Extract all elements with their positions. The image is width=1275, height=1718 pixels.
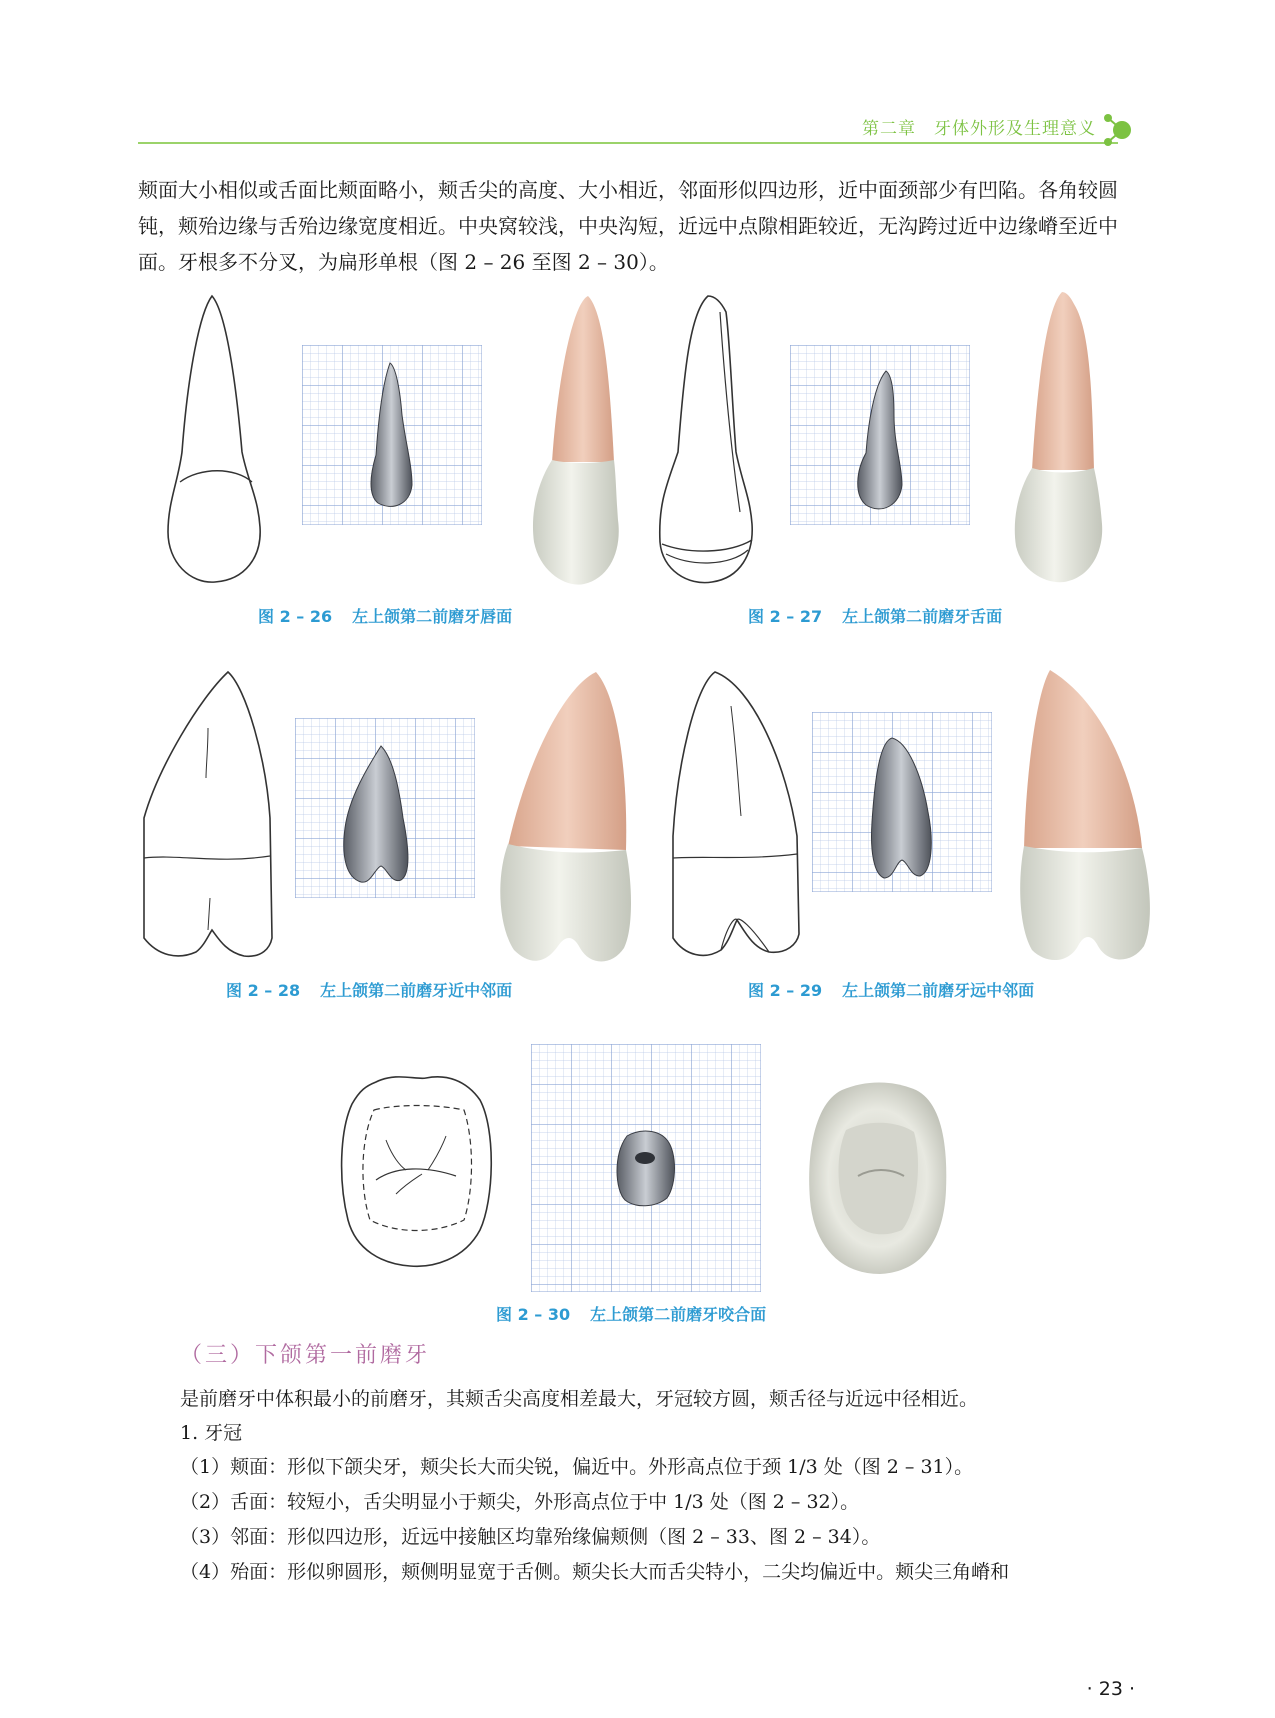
caption-title: 左上颌第二前磨牙近中邻面 — [320, 981, 513, 1000]
body-line: （1）颊面：形似下颌尖牙，颊尖长大而尖锐，偏近中。外形高点位于颈 1/3 处（图 2 – 31）。 — [180, 1456, 974, 1478]
page-number: · 23 · — [1086, 1678, 1135, 1700]
header-rule — [138, 142, 1118, 144]
fig-2-26-outline-drawing — [160, 292, 270, 592]
caption-number: 图 2 – 26 — [258, 607, 333, 626]
caption-number: 图 2 – 27 — [748, 607, 823, 626]
body-line: （2）舌面：较短小，舌尖明显小于颊尖，外形高点位于中 1/3 处（图 2 – 32）。 — [180, 1491, 860, 1513]
fig-2-30-color-render — [806, 1080, 950, 1276]
fig-2-30-outline-drawing — [336, 1070, 496, 1270]
fig-2-29-color-render — [1010, 664, 1160, 970]
molecule-dots-icon — [1098, 112, 1138, 156]
caption-number: 图 2 – 29 — [748, 981, 823, 1000]
fig-2-28-color-render — [488, 666, 638, 972]
caption-number: 图 2 – 28 — [226, 981, 301, 1000]
fig-2-29-grid-photo — [812, 712, 992, 892]
fig-2-30-grid-photo — [531, 1044, 761, 1292]
fig-2-29-outline-drawing — [665, 666, 805, 966]
fig-2-27-outline-drawing — [648, 292, 768, 592]
caption-fig-2-27 — [748, 604, 1002, 627]
body-line: （4）殆面：形似卵圆形，颊侧明显宽于舌侧。颊尖长大而舌尖特小，二尖均偏近中。颊尖三角嵴和 — [180, 1561, 1010, 1583]
caption-title: 左上颌第二前磨牙舌面 — [842, 607, 1003, 626]
caption-title: 左上颌第二前磨牙咬合面 — [590, 1305, 767, 1324]
caption-title: 左上颌第二前磨牙唇面 — [352, 607, 513, 626]
body-line: （3）邻面：形似四边形，近远中接触区均靠殆缘偏颊侧（图 2 – 33、图 2 – 34）。 — [180, 1526, 881, 1548]
body-line: 是前磨牙中体积最小的前磨牙，其颊舌尖高度相差最大，牙冠较方圆，颊舌径与近远中径相近。 — [180, 1388, 979, 1410]
fig-2-26-color-render — [518, 292, 628, 592]
caption-title: 左上颌第二前磨牙远中邻面 — [842, 981, 1035, 1000]
fig-2-27-color-render — [1000, 290, 1110, 590]
caption-fig-2-29 — [748, 978, 1034, 1001]
section-heading: （三）下颌第一前磨牙 — [180, 1343, 431, 1368]
body-line: 1. 牙冠 — [180, 1422, 243, 1444]
caption-number: 图 2 – 30 — [496, 1305, 571, 1324]
intro-paragraph: 颊面大小相似或舌面比颊面略小，颊舌尖的高度、大小相近，邻面形似四边形，近中面颈部少有凹陷。各角较圆钝，颊殆边缘与舌殆边缘宽度相近。中央窝较浅，中央沟短，近远中点隙相距较近，无沟跨过近中边缘嵴至近中面。牙根多不分叉，为扁形单根（图 2 – 26 至图 2 – 30）。 — [138, 178, 1118, 274]
fig-2-27-grid-photo — [790, 345, 970, 525]
chapter-title: 第二章 牙体外形及生理意义 — [862, 119, 1096, 139]
running-header — [138, 112, 1138, 148]
fig-2-28-grid-photo — [295, 718, 475, 898]
fig-2-26-grid-photo — [302, 345, 482, 525]
caption-fig-2-26 — [258, 604, 512, 627]
caption-fig-2-30 — [496, 1302, 766, 1325]
fig-2-28-outline-drawing — [138, 668, 278, 968]
caption-fig-2-28 — [226, 978, 512, 1001]
